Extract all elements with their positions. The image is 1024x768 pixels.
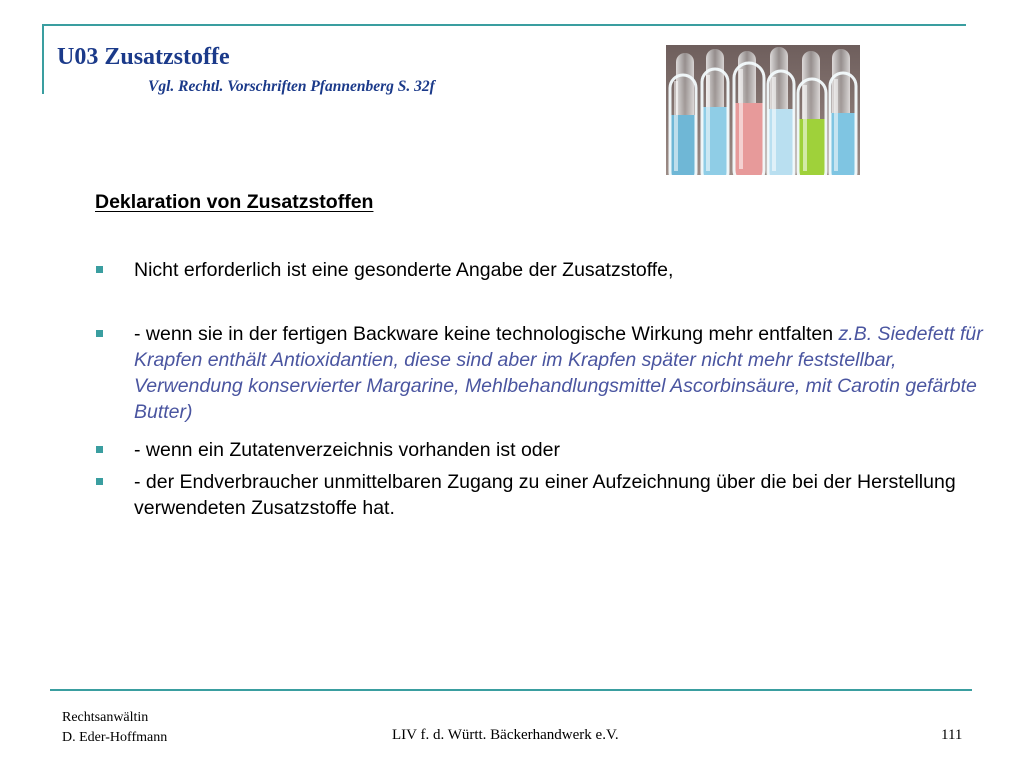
footer-author	[62, 708, 167, 748]
left-rule	[42, 24, 44, 94]
footer-organization: LIV f. d. Württ. Bäckerhandwerk e.V.	[392, 727, 619, 743]
list-item-text: Nicht erforderlich ist eine gesonderte Angabe der Zusatzstoffe,	[134, 259, 674, 281]
bullet-square-icon	[96, 330, 103, 337]
bottom-rule	[50, 689, 972, 691]
test-tubes-photo	[666, 45, 860, 175]
slide-subtitle: Vgl. Rechtl. Vorschriften Pfannenberg S. 32f	[148, 78, 435, 95]
page-number: 111	[941, 727, 963, 743]
bullet-square-icon	[96, 478, 103, 485]
bullet-square-icon	[96, 446, 103, 453]
example-note: z.B. Siedefett für Krapfen enthält Antioxidantien, diese sind aber im Krapfen später nicht mehr feststellbar, Verwendung konservierter Margarine, Mehlbehandlungsmittel Ascorbinsäure, mit Carotin gefärbte Butter)	[134, 323, 983, 423]
footer-author-title: Rechtsanwältin	[62, 710, 149, 725]
list-item-text: - der Endverbraucher unmittelbaren Zugang zu einer Aufzeichnung über die bei der Herstellung verwendeten Zusatzstoffe hat.	[134, 471, 956, 519]
list-item-text: - wenn ein Zutatenverzeichnis vorhanden ist oder	[134, 439, 560, 461]
footer-author-name: D. Eder-Hoffmann	[62, 730, 168, 745]
slide-title: U03 Zusatzstoffe	[57, 44, 230, 70]
section-heading: Deklaration von Zusatzstoffen	[95, 191, 374, 213]
list-item-text: - wenn sie in der fertigen Backware keine technologische Wirkung mehr entfalten z.B. Siedefett für Krapfen enthält Antioxidantien, diese sind aber im Krapfen später nicht mehr feststellbar, Verwendung konservierter Margarine, Mehlbehandlungsmittel Ascorbinsäure, mit Carotin gefärbte Butter)	[134, 323, 983, 423]
top-rule	[44, 24, 966, 26]
bullet-square-icon	[96, 266, 103, 273]
